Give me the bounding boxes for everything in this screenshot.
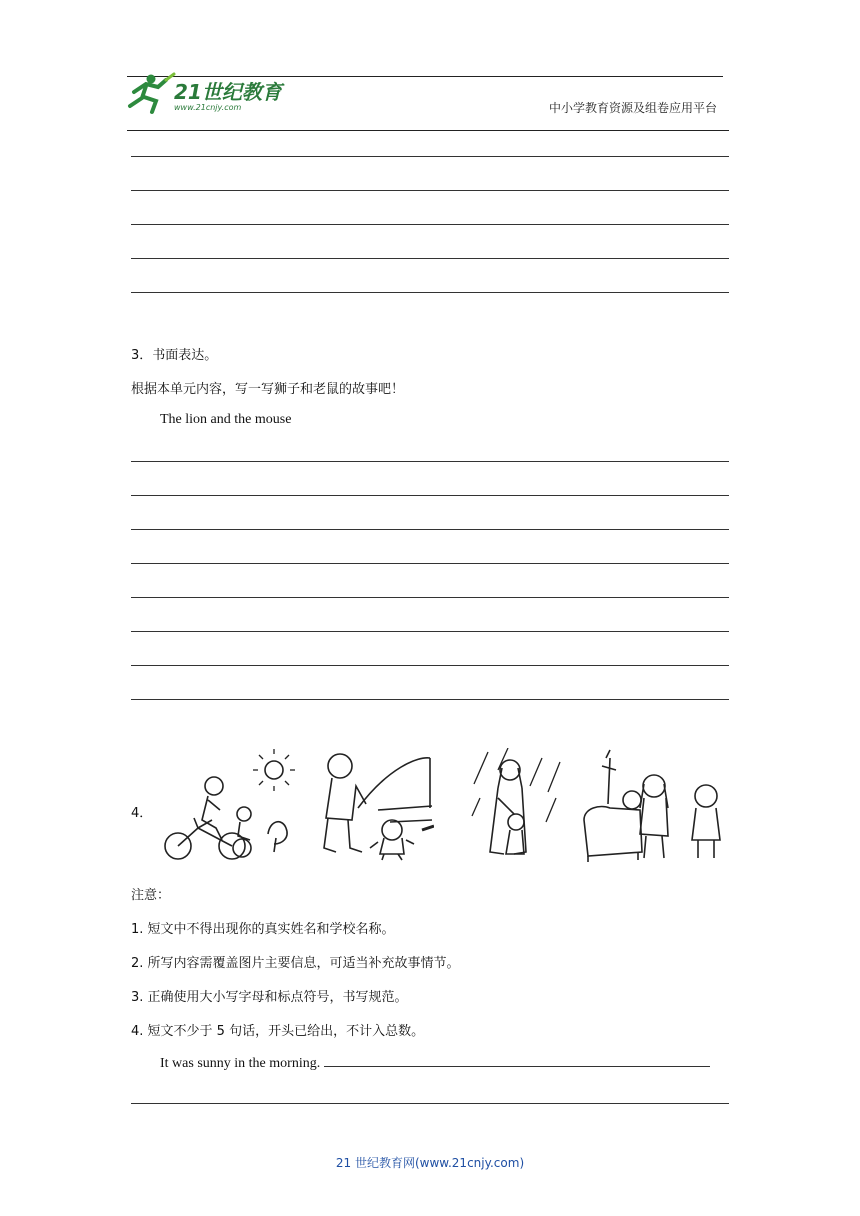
svg-text:www.21cnjy.com: www.21cnjy.com bbox=[174, 103, 242, 112]
header-bottom-rule bbox=[127, 130, 729, 131]
site-logo bbox=[122, 70, 292, 116]
answer-line[interactable] bbox=[131, 224, 729, 225]
answer-line[interactable] bbox=[131, 461, 729, 462]
answer-line[interactable] bbox=[131, 156, 729, 157]
answer-blank[interactable] bbox=[324, 1054, 710, 1067]
answer-line[interactable] bbox=[131, 597, 729, 598]
answer-line[interactable] bbox=[131, 190, 729, 191]
note-item: 3. 正确使用大小写字母和标点符号，书写规范。 bbox=[131, 990, 408, 1005]
answer-line[interactable] bbox=[131, 563, 729, 564]
note-item: 2. 所写内容需覆盖图片主要信息，可适当补充故事情节。 bbox=[131, 956, 460, 971]
notes-heading: 注意： bbox=[131, 888, 171, 903]
svg-text:21世纪教育: 21世纪教育 bbox=[174, 80, 282, 104]
footer-site-text[interactable]: 21 世纪教育网(www.21cnjy.com) bbox=[335, 1156, 525, 1170]
question-3-title: 3．书面表达。 bbox=[131, 348, 218, 363]
header-platform-text: 中小学教育资源及组卷应用平台 bbox=[549, 101, 718, 115]
note-item: 4. 短文不少于 5 句话，开头已给出，不计入总数。 bbox=[131, 1024, 425, 1039]
father-son-fishing-picture bbox=[318, 748, 434, 864]
answer-line[interactable] bbox=[131, 1103, 729, 1104]
walking-in-rain-picture bbox=[468, 748, 564, 864]
story-title: The lion and the mouse bbox=[160, 412, 292, 427]
answer-line[interactable] bbox=[131, 495, 729, 496]
answer-line[interactable] bbox=[131, 292, 729, 293]
answer-line[interactable] bbox=[131, 665, 729, 666]
answer-line[interactable] bbox=[131, 258, 729, 259]
note-item: 1. 短文中不得出现你的真实姓名和学校名称。 bbox=[131, 922, 395, 937]
story-opening: It was sunny in the morning. bbox=[160, 1056, 321, 1071]
answer-line[interactable] bbox=[131, 631, 729, 632]
answer-line[interactable] bbox=[131, 699, 729, 700]
answer-line[interactable] bbox=[131, 529, 729, 530]
question-4-number: 4． bbox=[131, 806, 153, 821]
story-opening-line bbox=[160, 1054, 710, 1072]
runner-icon bbox=[130, 74, 174, 112]
question-3-instruction: 根据本单元内容，写一写狮子和老鼠的故事吧！ bbox=[131, 382, 405, 397]
mother-at-bedside-picture bbox=[580, 748, 730, 864]
family-cycling-picture bbox=[158, 748, 300, 864]
